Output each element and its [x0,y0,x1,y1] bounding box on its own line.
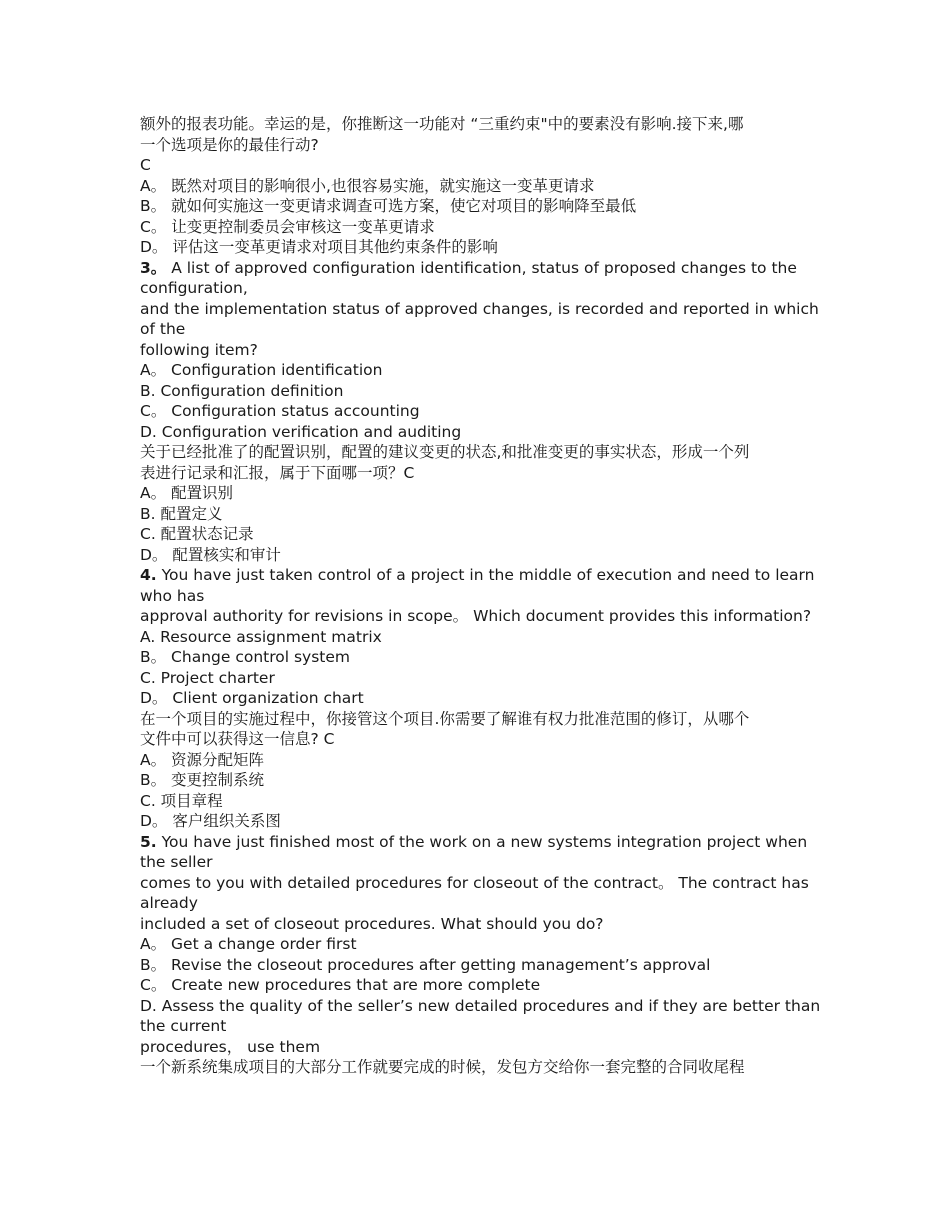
question-4 [140,565,830,606]
option-c: C. Project charter [140,668,275,687]
question-text: approval authority for revisions in scope。 Which document provides this information? [140,607,812,625]
option-c: C。 让变更控制委员会审核这一变革更请求 [140,217,435,236]
option-d: D。 配置核实和审计 [140,545,281,564]
question-number: 5. [140,832,157,851]
question-text: included a set of closeout procedures. What should you do? [140,914,604,933]
document-page [140,114,830,1078]
option-b: B. Configuration definition [140,381,344,400]
translation-line: 在一个项目的实施过程中，你接管这个项目.你需要了解谁有权力批准范围的修订，从哪个 [140,709,750,728]
option-a: A。 Get a change order first [140,935,357,953]
option-d: D。 评估这一变革更请求对项目其他约束条件的影响 [140,238,498,256]
question-text: following item? [140,340,258,359]
option-b: B。 Revise the closeout procedures after getting management’s approval [140,955,711,974]
option-b: B。 变更控制系统 [140,771,265,789]
translation-line: 一个新系统集成项目的大部分工作就要完成的时候，发包方交给你一套完整的合同收尾程 [140,1058,745,1076]
option-b: B。 就如何实施这一变更请求调查可选方案，使它对项目的影响降至最低 [140,197,637,215]
question-text: You have just finished most of the work on a new systems integration project when the seller [140,832,808,871]
option-d: D. Assess the quality of the seller’s new detailed procedures and if they are better than the current [140,996,821,1035]
question-number: 4. [140,566,157,584]
answer-line: C [140,156,151,174]
question-text: and the implementation status of approved changes, is recorded and reported in which of the [140,299,819,338]
option-b: B. 配置定义 [140,504,223,523]
option-c: C. 项目章程 [140,791,223,810]
option-a: A. Resource assignment matrix [140,627,382,646]
option-d-continued: procedures， use them [140,1037,321,1056]
question-3 [140,258,830,299]
translation-line: 关于已经批准了的配置识别，配置的建议变更的状态,和批准变更的事实状态，形成一个列 [140,443,750,461]
question-text: You have just taken control of a project in the middle of execution and need to learn who has [140,566,815,605]
text-line: 一个选项是你的最佳行动? [140,135,319,154]
option-c: C。 Configuration status accounting [140,402,420,420]
option-d: D。 客户组织关系图 [140,812,281,830]
option-a: A。 配置识别 [140,484,234,502]
option-c: C。 Create new procedures that are more complete [140,976,541,994]
translation-line: 文件中可以获得这一信息? C [140,730,335,748]
question-text: A list of approved configuration identification, status of proposed changes to the configuration, [140,258,797,297]
option-a: A。 既然对项目的影响很小,也很容易实施，就实施这一变革更请求 [140,176,595,195]
option-b: B。 Change control system [140,648,351,666]
translation-line: 表进行记录和汇报，属于下面哪一项？C [140,463,415,482]
option-a: A。 Configuration identification [140,361,383,379]
text-line: 额外的报表功能。幸运的是，你推断这一功能对 “三重约束"中的要素没有影响.接下来,哪 [140,115,744,133]
option-c: C. 配置状态记录 [140,525,254,543]
question-5 [140,832,830,873]
option-a: A。 资源分配矩阵 [140,750,265,769]
option-d: D。 Client organization chart [140,689,364,707]
question-text: comes to you with detailed procedures for closeout of the contract。 The contract has already [140,873,809,912]
option-d: D. Configuration verification and auditing [140,422,462,441]
question-number: 3。 [140,258,167,277]
